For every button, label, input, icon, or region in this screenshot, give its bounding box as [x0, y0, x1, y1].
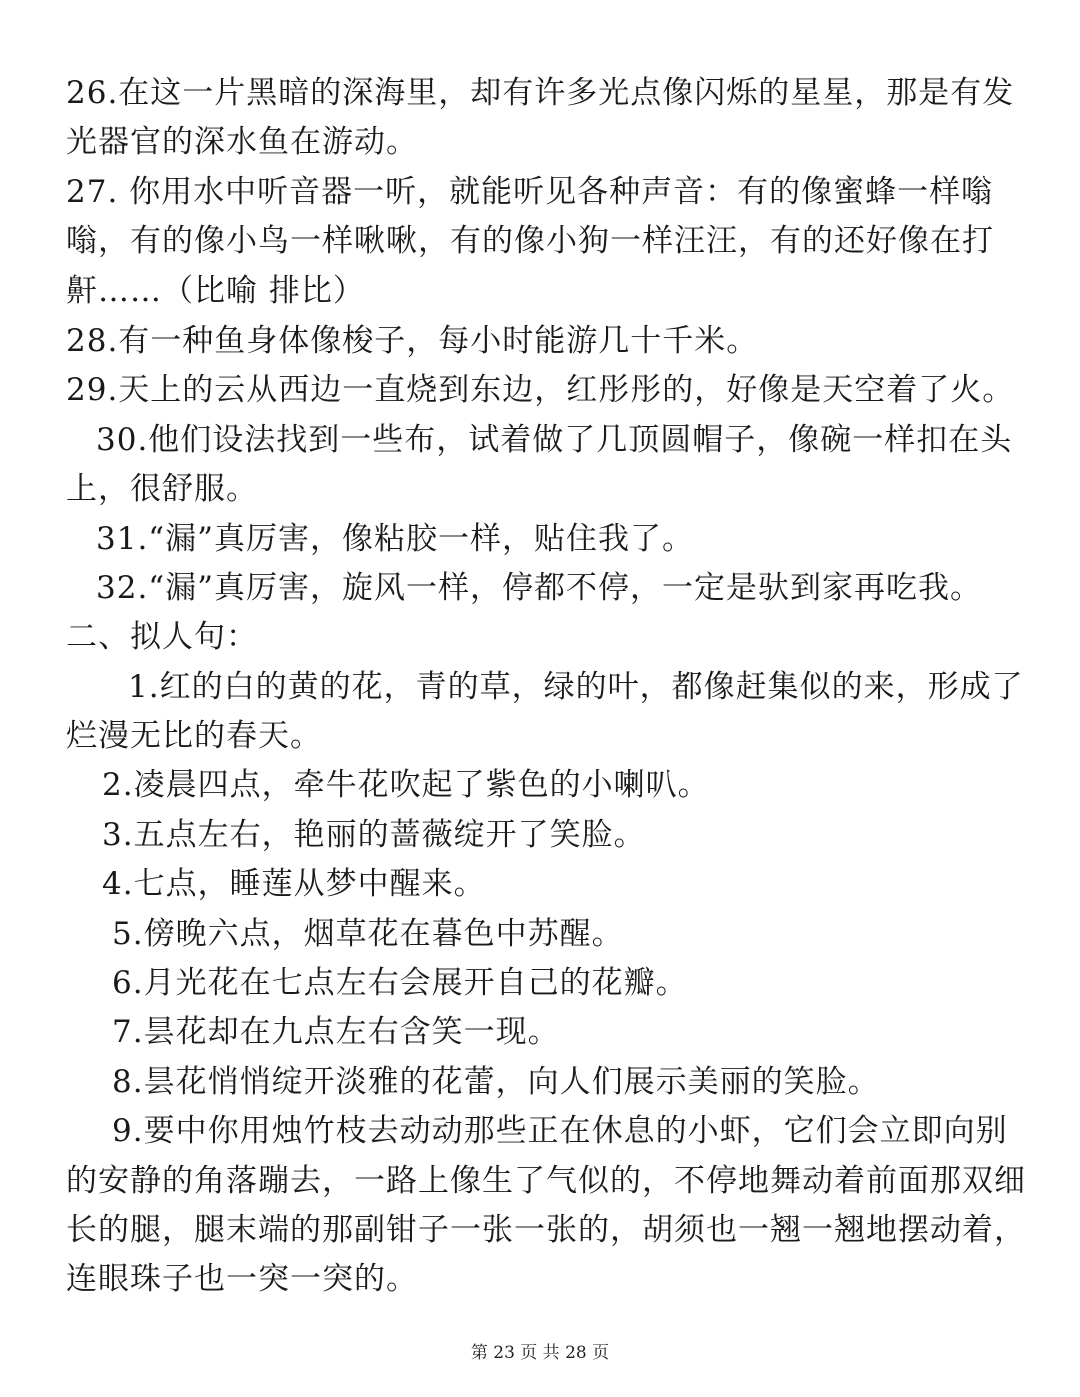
text-line: 30.他们设法找到一些布，试着做了几顶圆帽子，像碗一样扣在头	[96, 422, 1013, 458]
text-line: 2.凌晨四点，牵牛花吹起了紫色的小喇叭。	[102, 767, 710, 803]
page-number: 第 23 页 共 28 页	[470, 1343, 610, 1363]
text-line: 5.傍晚六点，烟草花在暮色中苏醒。	[112, 916, 624, 952]
text-line: 9.要中你用烛竹枝去动动那些正在休息的小虾，它们会立即向别	[112, 1113, 1008, 1149]
text-line: 烂漫无比的春天。	[66, 718, 322, 754]
text-line: 3.五点左右，艳丽的蔷薇绽开了笑脸。	[102, 817, 646, 853]
text-line: 连眼珠子也一突一突的。	[66, 1261, 418, 1297]
text-line: 上，很舒服。	[66, 471, 258, 507]
text-line: 27. 你用水中听音器一听，就能听见各种声音：有的像蜜蜂一样嗡	[66, 174, 994, 210]
text-line: 7.昙花却在九点左右含笑一现。	[112, 1014, 560, 1050]
text-line: 26.在这一片黑暗的深海里，却有许多光点像闪烁的星星，那是有发	[66, 75, 1015, 111]
section-heading: 二、拟人句：	[66, 619, 258, 655]
text-line: 光器官的深水鱼在游动。	[66, 124, 418, 160]
text-line: 4.七点，睡莲从梦中醒来。	[102, 866, 486, 902]
text-line: 鼾……（比喻 排比）	[66, 273, 365, 309]
text-line: 嗡，有的像小鸟一样啾啾，有的像小狗一样汪汪，有的还好像在打	[66, 223, 994, 259]
text-line: 8.昙花悄悄绽开淡雅的花蕾，向人们展示美丽的笑脸。	[112, 1064, 880, 1100]
text-line: 的安静的角落蹦去，一路上像生了气似的，不停地舞动着前面那双细	[66, 1163, 1026, 1199]
text-line: 长的腿，腿末端的那副钳子一张一张的，胡须也一翘一翘地摆动着，	[66, 1212, 1026, 1248]
text-line: 29.天上的云从西边一直烧到东边，红彤彤的，好像是天空着了火。	[66, 372, 1015, 408]
text-line: 6.月光花在七点左右会展开自己的花瓣。	[112, 965, 688, 1001]
text-line: 32.“漏”真厉害，旋风一样，停都不停，一定是驮到家再吃我。	[96, 570, 982, 606]
text-line: 28.有一种鱼身体像梭子，每小时能游几十千米。	[66, 323, 759, 359]
text-line: 1.红的白的黄的花，青的草，绿的叶，都像赶集似的来，形成了	[128, 669, 1024, 705]
text-line: 31.“漏”真厉害，像粘胶一样，贴住我了。	[96, 521, 694, 557]
